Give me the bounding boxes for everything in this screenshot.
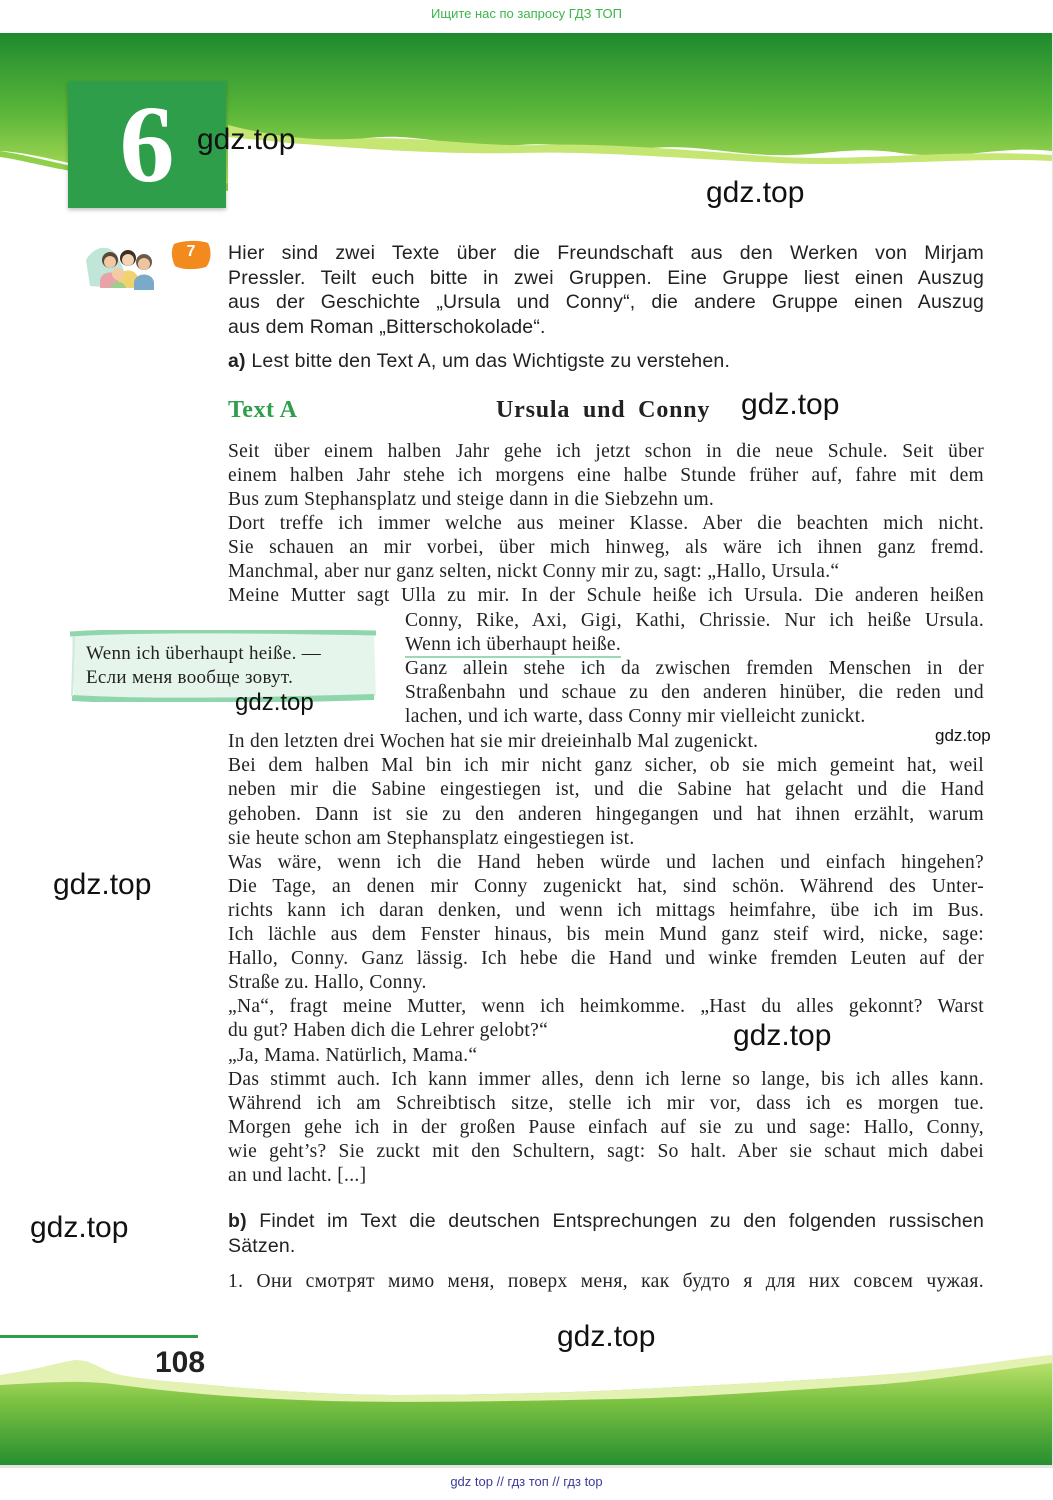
watermark: gdz.top [235, 689, 314, 716]
watermark: gdz.top [197, 123, 296, 156]
text-line: du gut? Haben dich die Lehrer gelobt?“ [228, 1020, 549, 1041]
text-line: Hallo, Conny. Ganz lässig. Ich hebe die Hand und winke fremden Leuten auf der [228, 948, 984, 969]
text-line: neben mir die Sabine eingestiegen ist, und die Sabine hat gelacht und die Hand [228, 779, 984, 800]
top-banner[interactable]: Ищите нас по запросу ГДЗ ТОП [431, 6, 622, 21]
watermark: gdz.top [741, 388, 840, 421]
text-line: lachen, und ich warte, dass Conny mir vielleicht zunickt. [405, 706, 866, 727]
footer-banner[interactable]: gdz top // гдз топ // гдз top [450, 1474, 603, 1489]
text-line: In den letzten drei Wochen hat sie mir dreieinhalb Mal zugenickt. [228, 731, 759, 752]
text-line: Straße zu. Hallo, Conny. [228, 972, 427, 993]
part-b-text: Findet im Text die deutschen Entsprechungen zu den folgenden russischen [259, 1210, 984, 1232]
text-line: gehoben. Dann ist sie zu den anderen hingegangen und hat ihnen erzählt, warum [228, 804, 984, 825]
intro-line: aus der Geschichte „Ursula und Conny“, die andere Gruppe einen Auszug [228, 291, 984, 313]
chapter-number: 6 [119, 83, 175, 205]
watermark: gdz.top [706, 176, 805, 209]
text-line: wie geht’s? Sie zuckt mit den Schultern, sagt: So halt. Aber sie schaut mich dabei [228, 1141, 984, 1162]
text-line: Ganz allein stehe ich da zwischen fremden Menschen in der [405, 658, 984, 679]
task-intro [228, 241, 984, 339]
note-russian: Если меня вообще зовут. [86, 667, 294, 688]
text-a-title: Ursula und Conny [496, 397, 711, 423]
text-line: Conny, Rike, Axi, Gigi, Kathi, Chrissie. Nur ich heiße Ursula. [405, 610, 984, 631]
watermark: gdz.top [30, 1211, 129, 1244]
watermark: gdz.top [53, 868, 152, 901]
vocabulary-note [70, 630, 376, 702]
part-a-label: a) [228, 350, 246, 372]
task-part-b [228, 1209, 984, 1258]
text-line: Während ich am Schreibtisch sitze, stelle ich mir vor, dass ich es morgen tue. [228, 1093, 984, 1114]
text-line: sie heute schon am Stephansplatz eingestiegen ist. [228, 828, 635, 849]
part-b-line [228, 1209, 984, 1234]
text-line-highlighted [405, 633, 984, 657]
text-line: Die Tage, an denen mir Conny zugenickt hat, sind schön. Während des Unter- [228, 876, 984, 897]
text-line: Das stimmt auch. Ich kann immer alles, denn ich lerne so lange, bis ich alles kann. [228, 1069, 984, 1090]
page-number: 108 [155, 1346, 206, 1379]
text-line: an und lacht. [...] [228, 1165, 367, 1186]
part-a-text: Lest bitte den Text A, um das Wichtigste zu verstehen. [251, 350, 731, 372]
task-number: 7 [186, 243, 196, 260]
text-line: richts kann ich daran denken, und wenn ich mittags heimfahre, übe ich im Bus. [228, 900, 984, 921]
text-a-label: Text A [228, 397, 298, 423]
text-line: Was wäre, wenn ich die Hand heben würde und lachen und einfach hingehen? [228, 852, 984, 873]
text-line: einem halben Jahr stehe ich morgens eine halbe Stunde früher auf, fahre mit dem [228, 465, 984, 486]
part-b-label: b) [228, 1210, 247, 1232]
grass-footer-decoration [0, 1331, 1052, 1468]
highlighted-phrase: Wenn ich überhaupt heiße. [405, 634, 621, 658]
intro-line: Hier sind zwei Texte über die Freundschaft aus den Werken von Mirjam [228, 242, 984, 264]
text-line: „Ja, Mama. Natürlich, Mama.“ [228, 1045, 478, 1066]
text-line: Morgen gehe ich in der großen Pause einfach auf sie zu und sage: Hallo, Conny, [228, 1117, 984, 1138]
text-line: „Na“, fragt meine Mutter, wenn ich heimkomme. „Hast du alles gekonnt? Warst [228, 996, 984, 1017]
watermark: gdz.top [935, 726, 991, 745]
textbook-page [0, 33, 1053, 1468]
intro-line: aus dem Roman „Bitterschokolade“. [228, 315, 546, 338]
intro-line: Pressler. Teilt euch bitte in zwei Gruppen. Eine Gruppe liest einen Auszug [228, 266, 984, 289]
task-number-badge [170, 240, 212, 270]
text-line: Dort treffe ich immer welche aus meiner Klasse. Aber die beachten mich nicht. [228, 513, 984, 534]
text-line: Seit über einem halben Jahr gehe ich jetzt schon in die neue Schule. Seit über [228, 441, 984, 462]
watermark: gdz.top [557, 1320, 656, 1353]
russian-sentence: 1. Они смотрят мимо меня, поверх меня, как будто я для них совсем чужая. [228, 1271, 984, 1292]
text-line: Bus zum Stephansplatz und steige dann in die Siebzehn um. [228, 489, 715, 510]
text-line: Ich lächle aus dem Fenster hinaus, bis mein Mund ganz steif wird, nicke, sage: [228, 924, 984, 945]
task-part-a [228, 349, 984, 374]
watermark: gdz.top [733, 1019, 832, 1052]
group-work-icon [84, 240, 168, 292]
note-german: Wenn ich überhaupt heiße. — [86, 643, 322, 664]
text-line: Bei dem halben Mal bin ich mir nicht ganz sicher, ob sie mich gemeint hat, weil [228, 755, 984, 776]
note-text [86, 642, 366, 690]
text-line: Manchmal, aber nur ganz selten, nickt Conny mir zu, sagt: „Hallo, Ursula.“ [228, 561, 840, 582]
part-b-line: Sätzen. [228, 1234, 296, 1257]
text-line: Meine Mutter sagt Ulla zu mir. In der Schule heiße ich Ursula. Die anderen heißen [228, 585, 984, 606]
text-line: Sie schauen an mir vorbei, über mich hinweg, als wäre ich ihnen ganz fremd. [228, 537, 984, 558]
text-line: Straßenbahn und schaue zu den anderen hinüber, die reden und [405, 682, 984, 703]
